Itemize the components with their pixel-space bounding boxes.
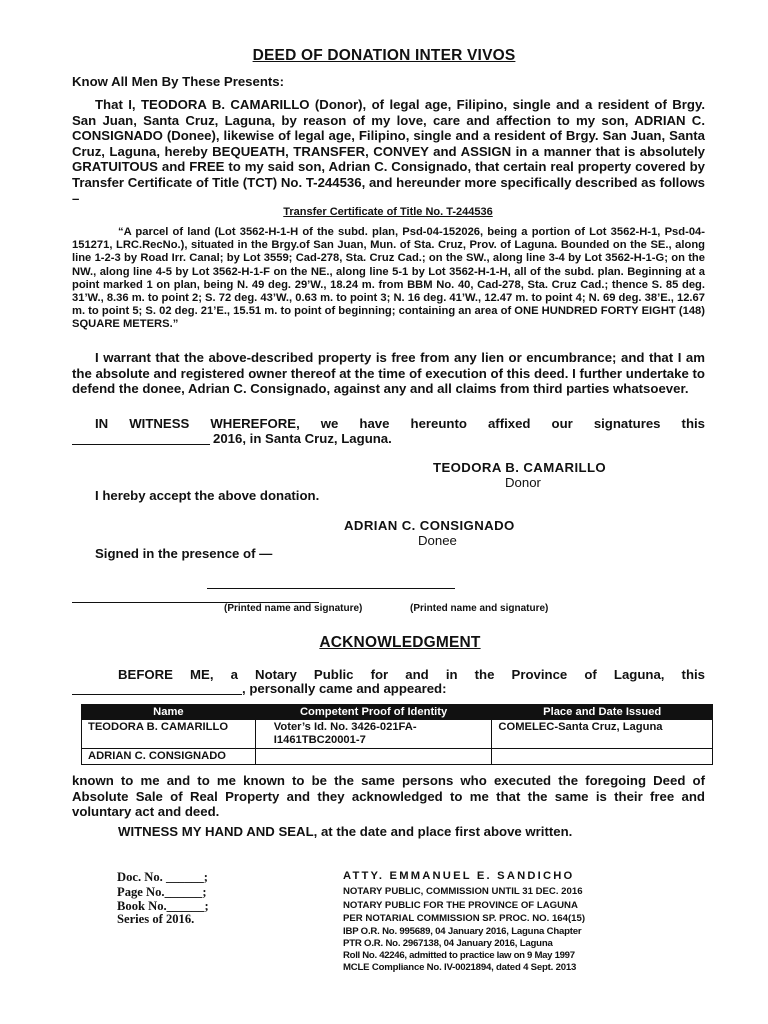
witness-line-1: IN WITNESS WHEREFORE, we have hereunto affixed our signatures this [95, 416, 705, 431]
book-number: Book No.______; [117, 899, 209, 913]
series-year: Series of 2016. [117, 912, 195, 926]
table-cell-place [492, 749, 713, 765]
donor-name: TEODORA B. CAMARILLO [433, 460, 607, 475]
donee-role: Donee [418, 533, 457, 548]
witness-line-2: 2016, in Santa Cruz, Laguna. [213, 431, 392, 446]
table-cell-place: COMELEC-Santa Cruz, Laguna [492, 720, 713, 749]
property-description: “A parcel of land (Lot 3562-H-1-H of the subd. plan, Psd-04-152026, being a portion of Lot 3562-H-1, Psd-04-151271, LRC.RecNo.), situated in the Brgy.of San Juan, Mun. of Sta. Cruz, Prov. of Laguna. Bounded on the SE., along line 1-2-3 by Road Irr. Canal; by Lot 3559; Cad-278, Sta. Cruz Cad.; on the SW., along line 3-4 by Lot 3562-H-1-G; on the NW., along line 4-5 by Lot 3562-H-1-F on the NE., along line 5-1 by Lot 3562-H-1-H, all of the subd. plan. Beginning at a point marked 1 on plan, being N. 49 deg. 29’W., 18.24 m. from BBM No. 40, Cad-278, Sta. Cruz Cad.; thence S. 85 deg. 31’W., 8.36 m. to point 2; S. 72 deg. 43’W., 0.63 m. to point 3; N. 16 deg. 41’W., 12.47 m. to point 4; N. 69 deg. 38’E., 12.67 m. to point 5; S. 02 deg. 21’E., 15.51 m. to point of beginning; containing an area of ONE HUNDRED FORTY EIGHT (148) SQUARE METERS.” [72, 226, 705, 331]
page-number: Page No.______; [117, 885, 207, 899]
acceptance-text: I hereby accept the above donation. [95, 488, 320, 503]
table-cell-proof [255, 749, 492, 765]
doc-number: Doc. No. ______; [117, 870, 208, 884]
notary-name: ATTY. EMMANUEL E. SANDICHO [343, 870, 575, 882]
column-header-name: Name [82, 705, 256, 720]
ack-line-1: BEFORE ME, a Notary Public for and in the Province of Laguna, this [118, 667, 705, 682]
known-paragraph: known to me and to me known to be the same persons who executed the foregoing Deed of Absolute Sale of Real Property and they acknowledged to me that the same is their free and voluntary act and deed. [72, 773, 705, 820]
acknowledgment-title: ACKNOWLEDGMENT [319, 634, 481, 651]
table-cell-name: TEODORA B. CAMARILLO [82, 720, 256, 749]
table-row [82, 720, 713, 749]
paragraph-donation: That I, TEODORA B. CAMARILLO (Donor), of legal age, Filipino, single and a resident of Brgy. San Juan, Santa Cruz, Laguna, by reason of my love, care and affection to my son, ADRIAN C. CONSIGNADO (Donee), likewise of legal age, Filipino, single and a resident of Brgy. San Juan, Santa Cruz, Laguna, hereby BEQUEATH, TRANSFER, CONVEY and ASSIGN in a manner that is absolutely GRATUITOUS and FREE to my said son, Adrian C. Consignado, that certain real property covered by Transfer Certificate of Title (TCT) No. T-244536, and hereunder more specifically described as follows – [72, 97, 705, 206]
column-header-place: Place and Date Issued [492, 705, 713, 720]
document-title: DEED OF DONATION INTER VIVOS [252, 47, 516, 64]
notary-line-4: IBP O.R. No. 995689, 04 January 2016, Laguna Chapter [343, 926, 582, 937]
notary-line-2: NOTARY PUBLIC FOR THE PROVINCE OF LAGUNA [343, 900, 578, 911]
witness-signature-line-2 [207, 588, 455, 589]
witness-hand-seal: WITNESS MY HAND AND SEAL, at the date and place first above written. [118, 824, 573, 839]
table-cell-name: ADRIAN C. CONSIGNADO [82, 749, 256, 765]
ack-date-blank-line [72, 694, 242, 695]
notary-line-3: PER NOTARIAL COMMISSION SP. PROC. NO. 164(15) [343, 913, 586, 924]
witness-signature-label-2: (Printed name and signature) [410, 603, 549, 614]
notary-line-5: PTR O.R. No. 2967138, 04 January 2016, Laguna [343, 938, 553, 949]
donee-name: ADRIAN C. CONSIGNADO [344, 518, 515, 533]
witness-signature-label-1: (Printed name and signature) [224, 603, 363, 614]
table-cell-proof: Voter’s Id. No. 3426-021FA-I1461TBC20001-7 [255, 720, 492, 749]
presence-text: Signed in the presence of — [95, 546, 273, 561]
identity-table [81, 704, 713, 765]
table-header-row [82, 705, 713, 720]
notary-line-7: MCLE Compliance No. IV-0021894, dated 4 Sept. 2013 [343, 962, 577, 973]
tct-heading: Transfer Certificate of Title No. T-244536 [283, 206, 493, 218]
paragraph-warranty: I warrant that the above-described property is free from any lien or encumbrance; and that I am the absolute and registered owner thereof at the time of execution of this deed. I further undertake to defend the donee, Adrian C. Consignado, against any and all claims from third parties whatsoever. [72, 350, 705, 397]
notary-line-1: NOTARY PUBLIC, COMMISSION UNTIL 31 DEC. 2016 [343, 886, 583, 897]
date-blank-line [72, 444, 210, 445]
salutation: Know All Men By These Presents: [72, 74, 285, 89]
notary-line-6: Roll No. 42246, admitted to practice law on 9 May 1997 [343, 950, 575, 961]
table-row [82, 749, 713, 765]
column-header-proof: Competent Proof of Identity [255, 705, 492, 720]
ack-line-2: , personally came and appeared: [242, 681, 447, 696]
donor-role: Donor [505, 475, 541, 490]
